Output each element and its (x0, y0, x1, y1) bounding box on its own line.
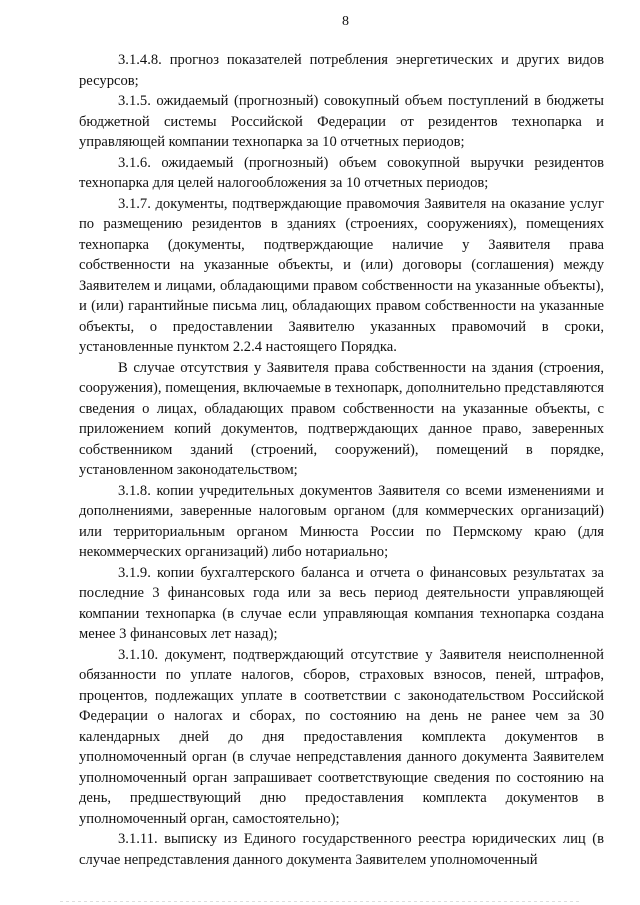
paragraph-ownership-absence: В случае отсутствия у Заявителя права собственности на здания (строения, сооружения), помещения, включаемые в технопарк, дополнительно представляются сведения о лицах, обладающих правом собственности на указанные объекты, с приложением копий документов, подтверждающих данное право, заверенных собственником зданий (строений, сооружений), помещений в порядке, установленном законодательством; (79, 359, 604, 478)
paragraph-3-1-9: 3.1.9. копии бухгалтерского баланса и отчета о финансовых результатах за последние 3 финансовых года или за весь период деятельности управляющей компании технопарка (в случае если управляющая компания технопарка создана менее 3 финансовых лет назад); (79, 564, 604, 642)
paragraph-3-1-7: 3.1.7. документы, подтверждающие правомочия Заявителя на оказание услуг по размещению резидентов в зданиях (строениях, сооружениях), помещениях технопарка (документы, подтверждающие наличие у Заявителя права собственности на указанные объекты, и (или) договоры (соглашения) между Заявителем и лицами, обладающими правом собственности на указанные объекты), и (или) гарантийные письма лиц, обладающих правом собственности на указанные объекты, о предоставлении Заявителю указанных правомочий в сроки, установленные пунктом 2.2.4 настоящего Порядка. (79, 195, 604, 355)
paragraph-3-1-8: 3.1.8. копии учредительных документов Заявителя со всеми изменениями и дополнениями, заверенные налоговым органом (для коммерческих организаций) или территориальным органом Минюста России по Пермскому краю (для некоммерческих организаций) либо нотариально; (79, 482, 604, 560)
paragraph-3-1-4-8: 3.1.4.8. прогноз показателей потребления энергетических и других видов ресурсов; (79, 52, 604, 89)
paragraph-3-1-10: 3.1.10. документ, подтверждающий отсутствие у Заявителя неисполненной обязанности по уплате налогов, сборов, страховых взносов, пеней, штрафов, процентов, подлежащих уплате в соответствии с законодательством Российской Федерации о налогах и сборах, по состоянию на день не ранее чем за 30 календарных дней до дня предоставления комплекта документов в уполномоченный орган (в случае непредставления данного документа Заявителем уполномоченный орган запрашивает соответствующие сведения по состоянию на день, предшествующий дню предоставления комплекта документов в уполномоченный орган, самостоятельно); (79, 646, 604, 827)
paragraph-3-1-6: 3.1.6. ожидаемый (прогнозный) объем совокупной выручки резидентов технопарка для целей налогообложения за 10 отчетных периодов; (79, 154, 604, 191)
paragraph-3-1-5: 3.1.5. ожидаемый (прогнозный) совокупный объем поступлений в бюджеты бюджетной системы Российской Федерации от резидентов технопарка и управляющей компании технопарка за 10 отчетных периодов; (79, 93, 604, 150)
paragraph-3-1-11: 3.1.11. выписку из Единого государственного реестра юридических лиц (в случае непредставления данного документа Заявителем уполномоченный (79, 831, 604, 868)
scan-edge-line (60, 901, 580, 902)
page-number: 8 (342, 14, 349, 29)
